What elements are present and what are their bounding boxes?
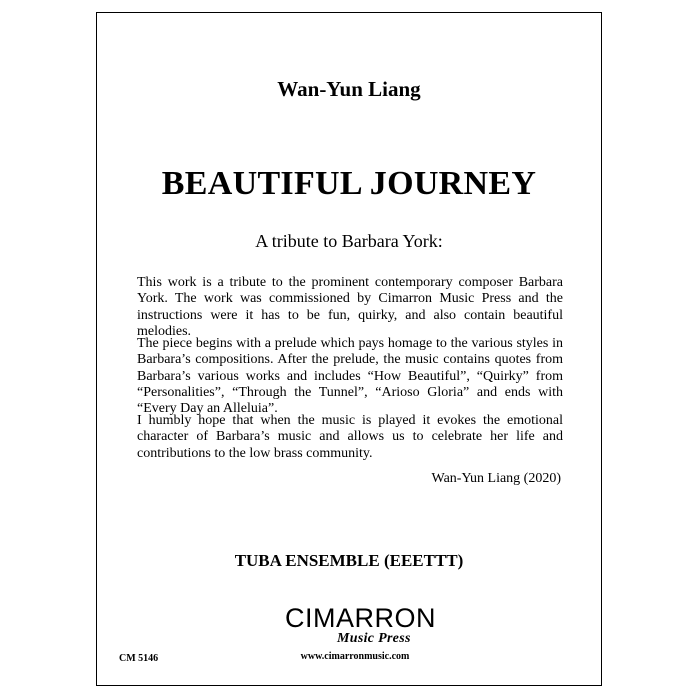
program-note-paragraph-3: I humbly hope that when the music is played it evokes the emotional character of Barbara’s music and allows us to celebrate her life and contributions to the low brass community. (137, 413, 563, 461)
program-note-paragraph-1: This work is a tribute to the prominent contemporary composer Barbara York. The work was commissioned by Cimarron Music Press and the instructions were it has to be fun, quirky, and also contain beautiful melodies. (137, 275, 563, 339)
instrumentation: TUBA ENSEMBLE (EEETTT) (234, 551, 464, 570)
composer-name: Wan-Yun Liang (277, 77, 421, 101)
note-signature: Wan-Yun Liang (2020) (431, 471, 561, 486)
program-note-paragraph-2: The piece begins with a prelude which pays homage to the various styles in Barbara’s compositions. After the prelude, the music contains quotes from Barbara’s various works and includes “How Beautiful”, “Quirky” from “Personalities”, “Through the Tunnel”, “Arioso Gloria” and ends with “Every Day an Alleluia”. (137, 336, 563, 417)
publisher-logo-wordmark: CIMARRON (285, 603, 436, 633)
publisher-website: www.cimarronmusic.com (300, 651, 410, 662)
publisher-logo-subtitle: Music Press (337, 631, 411, 646)
work-title: BEAUTIFUL JOURNEY (161, 165, 537, 202)
publisher-logo (285, 603, 436, 647)
catalog-number: CM 5146 (119, 653, 159, 664)
score-cover-page (96, 12, 602, 686)
work-subtitle: A tribute to Barbara York: (255, 231, 443, 251)
